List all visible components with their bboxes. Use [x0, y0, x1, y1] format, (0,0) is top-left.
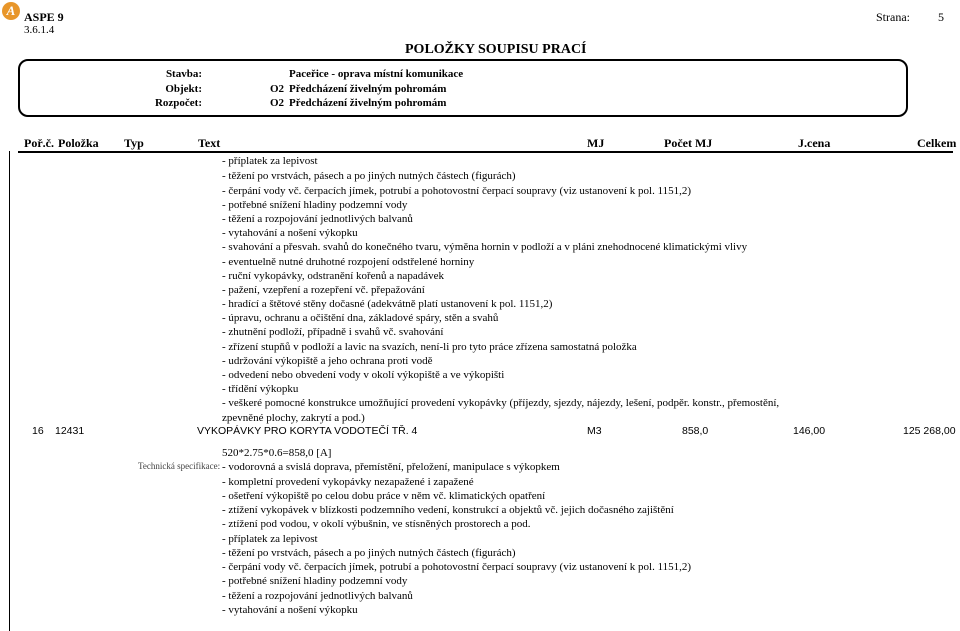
desc-line: - příplatek za lepivost [222, 533, 318, 545]
stavba-label: Stavba: [165, 68, 202, 80]
desc-line: - zřízení stupňů v podloží a lavic na svazích, není-li pro tyto práce zřízena samostatná položka [222, 341, 637, 353]
left-rule [9, 151, 10, 631]
item-celkem: 125 268,00 [903, 425, 956, 437]
desc-line: - vytahování a nošení výkopku [222, 604, 358, 616]
app-version: 3.6.1.4 [24, 24, 55, 36]
desc-line: - ruční vykopávky, odstranění kořenů a napadávek [222, 270, 444, 282]
page-label: Strana: [876, 10, 910, 24]
desc-line: - těžení a rozpojování jednotlivých balvanů [222, 213, 413, 225]
item-por: 16 [32, 425, 44, 437]
item-mj: M3 [587, 425, 602, 437]
desc-line: - kompletní provedení vykopávky nezapažené i zapažené [222, 476, 474, 488]
aspe-logo: A [2, 2, 20, 20]
desc-line: - odvedení nebo obvedení vody v okolí výkopiště a ve výkopišti [222, 369, 505, 381]
desc-line: - potřebné snížení hladiny podzemní vody [222, 199, 408, 211]
desc-line: - potřebné snížení hladiny podzemní vody [222, 575, 408, 587]
desc-line: - ztížení pod vodou, v okolí výbušnin, ve stísněných prostorech a pod. [222, 518, 531, 530]
tech-spec-label: Technická specifikace: [138, 461, 221, 471]
page-number: 5 [938, 10, 944, 24]
stavba-value: Paceřice - oprava místní komunikace [289, 68, 464, 80]
desc-line: - čerpání vody vč. čerpacích jímek, potrubí a pohotovostní čerpací soupravy (viz ustanovení k pol. 1151,2) [222, 561, 692, 573]
desc-line: - vodorovná a svislá doprava, přemístění, přeložení, manipulace s výkopkem [222, 461, 560, 473]
desc-line: - zhutnění podloží, případně i svahů vč. svahování [222, 326, 444, 338]
rozpocet-label: Rozpočet: [154, 97, 202, 109]
desc-line: - vytahování a nošení výkopku [222, 227, 358, 239]
header-divider [18, 151, 953, 153]
objekt-value: Předcházení živelným pohromám [289, 83, 447, 95]
desc-line: - těžení a rozpojování jednotlivých balvanů [222, 590, 413, 602]
desc-line: - pažení, vzepření a rozepření vč. přepažování [222, 284, 425, 296]
col-por: Poř.č. [24, 136, 54, 150]
desc-line: - těžení po vrstvách, pásech a po jiných nutných částech (figurách) [222, 547, 516, 559]
desc-line: - veškeré pomocné konstrukce umožňující provedení vykopávky (příjezdy, sjezdy, nájezdy, lešení, podpěr. konstr., přemostění, [222, 397, 780, 409]
desc-line: - ztížení vykopávek v blízkosti podzemního vedení, konstrukcí a objektů vč. jejich dočasného zajištění [222, 504, 674, 516]
item-pocet: 858,0 [682, 425, 709, 437]
item-text: VYKOPÁVKY PRO KORYTA VODOTEČÍ TŘ. 4 [197, 425, 418, 437]
col-text: Text [198, 136, 221, 150]
col-celkem: Celkem [917, 136, 957, 150]
desc-line: - třídění výkopku [222, 383, 299, 395]
objekt-label: Objekt: [165, 83, 202, 95]
col-mj: MJ [587, 136, 605, 150]
desc-line: - čerpání vody vč. čerpacích jímek, potrubí a pohotovostní čerpací soupravy (viz ustanovení k pol. 1151,2) [222, 185, 692, 197]
desc-line: - těžení po vrstvách, pásech a po jiných nutných částech (figurách) [222, 170, 516, 182]
desc-line: - příplatek za lepivost [222, 155, 318, 167]
item-code: 12431 [55, 425, 85, 437]
desc-line: - eventuelně nutné druhotné rozpojení odstřelené horniny [222, 256, 475, 268]
desc-line: zpevněné plochy, zakrytí a pod.) [222, 412, 365, 424]
objekt-code: O2 [270, 83, 285, 95]
col-polozka: Položka [58, 136, 99, 150]
document-title: POLOŽKY SOUPISU PRACÍ [405, 42, 587, 57]
rozpocet-value: Předcházení živelným pohromám [289, 97, 447, 109]
item-formula: 520*2.75*0.6=858,0 [A] [222, 447, 332, 459]
rozpocet-code: O2 [270, 97, 285, 109]
desc-line: - ošetření výkopiště po celou dobu práce v něm vč. klimatických opatření [222, 490, 546, 502]
col-typ: Typ [124, 136, 144, 150]
app-name: ASPE 9 [24, 10, 64, 24]
desc-line: - svahování a přesvah. svahů do konečného tvaru, výměna hornin v podloží a v pláni znehodnocené klimatickými vlivy [222, 241, 748, 253]
desc-line: - úpravu, ochranu a očištění dna, základové spáry, stěn a svahů [222, 312, 499, 324]
col-pocet: Počet MJ [664, 136, 713, 150]
item-jcena: 146,00 [793, 425, 826, 437]
col-jcena: J.cena [798, 136, 831, 150]
desc-line: - udržování výkopiště a jeho ochrana proti vodě [222, 355, 433, 367]
desc-line: - hradící a štětové stěny dočasné (adekvátně platí ustanovení k pol. 1151,2) [222, 298, 553, 310]
